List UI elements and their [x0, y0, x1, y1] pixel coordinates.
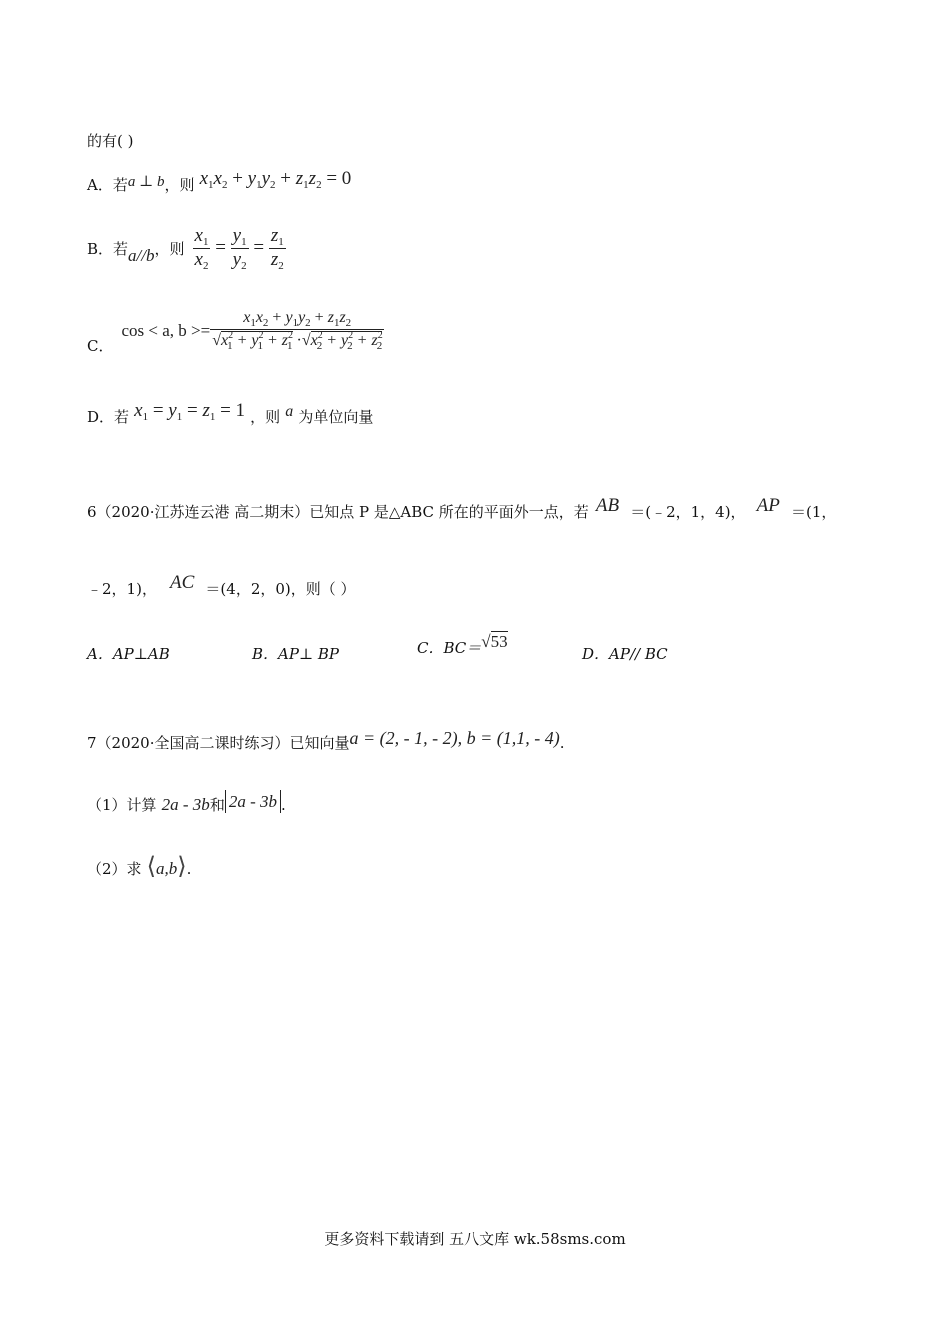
q5-option-d	[87, 400, 373, 427]
q7-part2-label: （2）求	[87, 860, 142, 878]
q6-option-c-radicand: 53	[490, 632, 508, 651]
q5-option-b-label: B．若	[87, 240, 129, 258]
q7-part1-expr: 2a - 3b	[161, 795, 210, 814]
q6-option-d: D．AP// BC	[582, 645, 668, 663]
q6-line2-start: ﹣2，1)，	[87, 580, 157, 598]
q7-part2: （2）求 ⟨a,b⟩.	[87, 854, 192, 880]
q6-option-c-label: C．BC＝	[417, 639, 482, 657]
q5-option-b-condition: a//b	[128, 245, 155, 265]
q7-part2-end: .	[186, 860, 192, 878]
q5-option-b	[87, 225, 286, 272]
q6-option-a: A．AP⊥AB	[87, 645, 170, 663]
q5-option-c	[87, 305, 384, 356]
q7-part1-end: .	[281, 796, 286, 814]
q5-option-a-label: A．若	[87, 176, 128, 194]
q7-part1	[87, 792, 286, 815]
q6-option-b: B．AP⊥ BP	[252, 645, 339, 663]
q5-option-d-formula-end: = 1	[215, 400, 246, 421]
q7-part1-abs: 2a - 3b	[225, 790, 281, 813]
q5-option-d-formula: $x_1 = y_1 = z_1 = 1$	[134, 400, 246, 423]
q5-option-a-then: ，则	[164, 176, 195, 194]
q6-stem: 6（2020·江苏连云港 高二期末）已知点 P 是△ABC 所在的平面外一点，若	[87, 503, 589, 521]
q6-line1	[87, 495, 836, 522]
q6-vector-ap: AP	[756, 495, 780, 516]
q5-option-c-cos: cos < a, b >=	[121, 320, 211, 340]
q5-option-b-formula: $\frac{x_1}{x_2}$ = $\frac{y_1}{y_2}$ = $\frac{z_1}{z_2}$	[194, 225, 284, 272]
page-footer: 更多资料下载请到 五八文库 wk.58sms.com	[324, 1230, 626, 1248]
q6-vector-ab: AB	[595, 495, 620, 516]
q7-line1	[87, 728, 565, 753]
q5-option-a	[87, 168, 351, 195]
q7-part1-label: （1）计算	[87, 796, 157, 814]
q5-option-b-then: ，则	[154, 240, 185, 258]
q7-stem-end: .	[559, 734, 565, 752]
q5-option-d-then: ，则	[250, 408, 281, 426]
q5-option-d-label: D．若	[87, 408, 130, 426]
q5-intro: 的有( )	[87, 132, 134, 150]
q6-option-c	[417, 632, 508, 658]
q5-option-d-var: a	[285, 403, 294, 420]
q7-part2-expr: a,b	[156, 859, 178, 878]
q7-part1-and: 和	[209, 796, 225, 814]
q7-vectors: a = (2, - 1, - 2), b = (1,1, - 4)	[349, 728, 560, 748]
q5-option-a-formula: $x_1x_2 + y_1y_2 + z_1z_2 = 0$	[199, 168, 352, 191]
q6-ab-value: ＝(﹣2，1，4)，	[630, 503, 746, 521]
q6-vector-ac: AC	[170, 572, 195, 593]
q5-option-d-tail: 为单位向量	[298, 408, 374, 426]
q6-ap-value: ＝(1，	[790, 503, 837, 521]
q5-option-a-formula-end: = 0	[321, 168, 352, 189]
q5-option-a-condition: a ⊥ b	[127, 174, 165, 190]
q6-option-c-sqrt: √53	[481, 632, 508, 651]
q5-option-c-formula: $\frac{x_1x_2 + y_1y_2 + z_1z_2}{√x^2_1 + y^2_1 + z^2_1 \cdot√x^2_2 + y^2_2 + z^2_2}$	[212, 309, 383, 352]
q7-stem: 7（2020·全国高二课时练习）已知向量	[87, 734, 350, 752]
q6-line2	[87, 572, 356, 599]
q5-option-c-label: C．	[87, 337, 114, 355]
q6-ac-value: ＝(4，2，0)，则（ ）	[205, 580, 356, 598]
